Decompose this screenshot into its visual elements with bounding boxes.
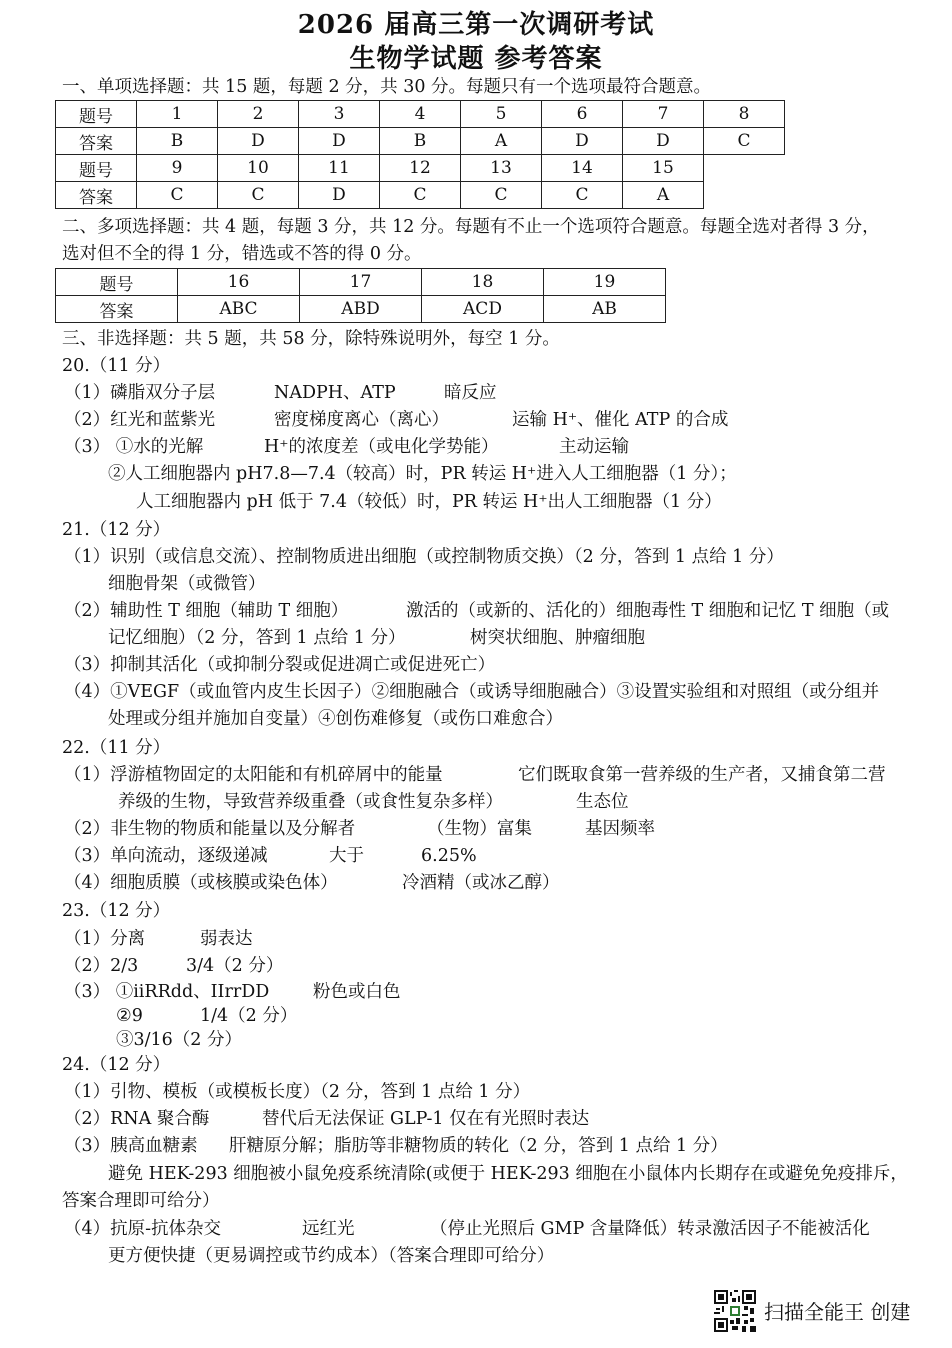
q21-answer-6: （4）①VEGF（或血管内皮生长因子）②细胞融合（或诱导细胞融合）③设置实验组和对照组（或分组并 <box>64 682 880 702</box>
table-cell: 题号 <box>56 101 137 128</box>
answer-text: （3） ①水的光解 <box>64 437 204 457</box>
table-cell: 题号 <box>56 269 178 296</box>
q21-answer-2: 细胞骨架（或微管） <box>108 574 266 594</box>
q20-answer-1 <box>64 380 497 406</box>
q21-answer-7: 处理或分组并施加自变量）④创伤难修复（或伤口难愈合） <box>108 709 563 729</box>
q22-answer-3 <box>64 816 655 842</box>
answer-text: 冷酒精（或冰乙醇） <box>402 873 560 893</box>
answer-text: （4）抗原-抗体杂交 <box>64 1219 222 1239</box>
table-cell: 18 <box>422 269 544 296</box>
q24-answer-3 <box>64 1133 728 1159</box>
answer-text: NADPH、ATP <box>274 383 396 403</box>
table-cell: 5 <box>461 101 542 128</box>
answer-text: 6.25% <box>421 846 477 866</box>
q20-answer-2 <box>64 407 728 433</box>
table-cell: 6 <box>542 101 623 128</box>
table-cell: 9 <box>137 155 218 182</box>
qr-code-icon <box>714 1290 756 1332</box>
table-cell: 7 <box>623 101 704 128</box>
answer-text: 替代后无法保证 GLP-1 仅在有光照时表达 <box>262 1109 590 1129</box>
table-cell: C <box>461 182 542 209</box>
page-title: 2026 届高三第一次调研考试 <box>297 10 655 40</box>
table-cell: A <box>461 128 542 155</box>
table-cell: 答案 <box>56 182 137 209</box>
q21-answer-3 <box>64 598 889 624</box>
table-cell: 3 <box>299 101 380 128</box>
q23-answer-3 <box>64 979 401 1005</box>
answer-text: ②9 <box>116 1006 143 1026</box>
answer-text: （1）分离 <box>64 929 146 949</box>
q23-answer-4 <box>116 1003 297 1029</box>
q20-answer-3 <box>64 434 629 460</box>
table-cell: C <box>542 182 623 209</box>
section2-heading-line2: 选对但不全的得 1 分，错选或不答的得 0 分。 <box>62 244 422 264</box>
table-cell: D <box>299 128 380 155</box>
q21-answer-1: （1）识别（或信息交流）、控制物质进出细胞（或控制物质交换）（2 分，答到 1 点给 1 分） <box>64 547 784 567</box>
table-cell: 1 <box>137 101 218 128</box>
q22-answer-2 <box>118 789 629 815</box>
answer-text: （2）2/3 <box>64 956 139 976</box>
q22-answer-5 <box>64 870 560 896</box>
answer-text: （2）辅助性 T 细胞（辅助 T 细胞） <box>64 601 349 621</box>
table-cell: B <box>137 128 218 155</box>
page-subtitle: 生物学试题 参考答案 <box>349 44 603 74</box>
q22-answer-1 <box>64 762 886 788</box>
answer-text: 激活的（或新的、活化的）细胞毒性 T 细胞和记忆 T 细胞（或 <box>406 601 890 621</box>
q24-answer-7: 更方便快捷（更易调控或节约成本）（答案合理即可给分） <box>108 1246 555 1266</box>
q24-answer-6 <box>64 1216 870 1242</box>
table-row <box>56 182 785 209</box>
q24-answer-1: （1）引物、模板（或模板长度）（2 分，答到 1 点给 1 分） <box>64 1082 531 1102</box>
answer-text: （生物）富集 <box>427 819 532 839</box>
q21-heading: 21.（12 分） <box>62 520 171 540</box>
q23-answer-1 <box>64 926 253 952</box>
q23-heading: 23.（12 分） <box>62 901 171 921</box>
table-cell: C <box>137 182 218 209</box>
table-cell: D <box>542 128 623 155</box>
table-cell: ABC <box>178 296 300 323</box>
answer-text: 远红光 <box>302 1219 355 1239</box>
q22-answer-4 <box>64 843 477 869</box>
answer-text: （3） ①iiRRdd、IIrrDD <box>64 982 270 1002</box>
answer-text: 主动运输 <box>559 437 629 457</box>
table-cell: C <box>218 182 299 209</box>
table-cell: 4 <box>380 101 461 128</box>
answer-text: （3）胰高血糖素 <box>64 1136 198 1156</box>
answer-text: 基因频率 <box>585 819 655 839</box>
q20-answer-5: 人工细胞器内 pH 低于 7.4（较低）时，PR 转运 H⁺出人工细胞器（1 分） <box>136 492 722 512</box>
table-cell: 2 <box>218 101 299 128</box>
answer-text: 粉色或白色 <box>313 982 401 1002</box>
q24-answer-4: 避免 HEK-293 细胞被小鼠免疫系统清除(或便于 HEK-293 细胞在小鼠体内长期存在或避免免疫排斥， <box>108 1164 908 1184</box>
table-row <box>56 155 785 182</box>
table-cell: 答案 <box>56 296 178 323</box>
table-cell: ABD <box>300 296 422 323</box>
table-cell: 14 <box>542 155 623 182</box>
single-choice-table <box>55 100 785 209</box>
scanner-watermark: 扫描全能王 创建 <box>764 1300 911 1324</box>
table-cell: 题号 <box>56 155 137 182</box>
section2-heading-line1: 二、多项选择题：共 4 题，每题 3 分，共 12 分。每题有不止一个选项符合题意。每题全选对者得 3 分， <box>62 217 880 237</box>
answer-text: 生态位 <box>576 792 629 812</box>
table-cell: C <box>380 182 461 209</box>
q24-answer-2 <box>64 1106 589 1132</box>
empty-cell <box>704 155 785 182</box>
q21-answer-4 <box>108 625 645 651</box>
table-cell: AB <box>544 296 666 323</box>
answer-text: 肝糖原分解；脂肪等非糖物质的转化（2 分，答到 1 点给 1 分） <box>229 1136 728 1156</box>
multiple-choice-table <box>55 268 666 323</box>
answer-text: （2）RNA 聚合酶 <box>64 1109 210 1129</box>
table-cell: 19 <box>544 269 666 296</box>
table-row <box>56 128 785 155</box>
answer-text: 树突状细胞、肿瘤细胞 <box>470 628 645 648</box>
answer-text: 3/4（2 分） <box>186 956 284 976</box>
q20-answer-4: ②人工细胞器内 pH7.8—7.4（较高）时，PR 转运 H⁺进入人工细胞器（1 分）； <box>108 464 737 484</box>
table-row <box>56 296 666 323</box>
table-cell: 11 <box>299 155 380 182</box>
answer-text: （4）细胞质膜（或核膜或染色体） <box>64 873 338 893</box>
table-cell: D <box>623 128 704 155</box>
table-cell: C <box>704 128 785 155</box>
answer-text: （1）浮游植物固定的太阳能和有机碎屑中的能量 <box>64 765 443 785</box>
table-cell: 8 <box>704 101 785 128</box>
answer-text: 养级的生物，导致营养级重叠（或食性复杂多样） <box>118 792 503 812</box>
table-cell: 答案 <box>56 128 137 155</box>
table-cell: A <box>623 182 704 209</box>
table-cell: 12 <box>380 155 461 182</box>
table-row <box>56 101 785 128</box>
table-cell: D <box>218 128 299 155</box>
answer-text: （2）红光和蓝紫光 <box>64 410 216 430</box>
answer-text: 运输 H⁺、催化 ATP 的合成 <box>512 410 729 430</box>
q24-heading: 24.（12 分） <box>62 1055 171 1075</box>
answer-text: 暗反应 <box>444 383 497 403</box>
table-cell: 10 <box>218 155 299 182</box>
table-cell: D <box>299 182 380 209</box>
table-cell: 17 <box>300 269 422 296</box>
q21-answer-5: （3）抑制其活化（或抑制分裂或促进凋亡或促进死亡） <box>64 655 496 675</box>
answer-text: 大于 <box>329 846 364 866</box>
answer-text: 1/4（2 分） <box>200 1006 298 1026</box>
table-cell: B <box>380 128 461 155</box>
table-row <box>56 269 666 296</box>
q24-answer-5: 答案合理即可给分） <box>62 1191 220 1211</box>
answer-text: （2）非生物的物质和能量以及分解者 <box>64 819 356 839</box>
table-cell: 13 <box>461 155 542 182</box>
answer-text: （停止光照后 GMP 含量降低）转录激活因子不能被活化 <box>430 1219 870 1239</box>
q20-heading: 20.（11 分） <box>62 356 171 376</box>
table-cell: ACD <box>422 296 544 323</box>
answer-text: 它们既取食第一营养级的生产者，又捕食第二营 <box>518 765 886 785</box>
table-cell: 15 <box>623 155 704 182</box>
section3-heading: 三、非选择题：共 5 题，共 58 分，除特殊说明外，每空 1 分。 <box>62 329 560 349</box>
answer-text: （3）单向流动，逐级递减 <box>64 846 268 866</box>
answer-text: 弱表达 <box>200 929 253 949</box>
q23-answer-5: ③3/16（2 分） <box>116 1030 242 1050</box>
section1-heading: 一、单项选择题：共 15 题，每题 2 分，共 30 分。每题只有一个选项最符合题意。 <box>62 77 712 97</box>
answer-text: 记忆细胞）（2 分，答到 1 点给 1 分） <box>108 628 406 648</box>
table-cell: 16 <box>178 269 300 296</box>
empty-cell <box>704 182 785 209</box>
q22-heading: 22.（11 分） <box>62 738 171 758</box>
answer-text: 密度梯度离心（离心） <box>274 410 449 430</box>
answer-text: （1）磷脂双分子层 <box>64 383 216 403</box>
answer-text: H⁺的浓度差（或电化学势能） <box>264 437 499 457</box>
q23-answer-2 <box>64 953 283 979</box>
